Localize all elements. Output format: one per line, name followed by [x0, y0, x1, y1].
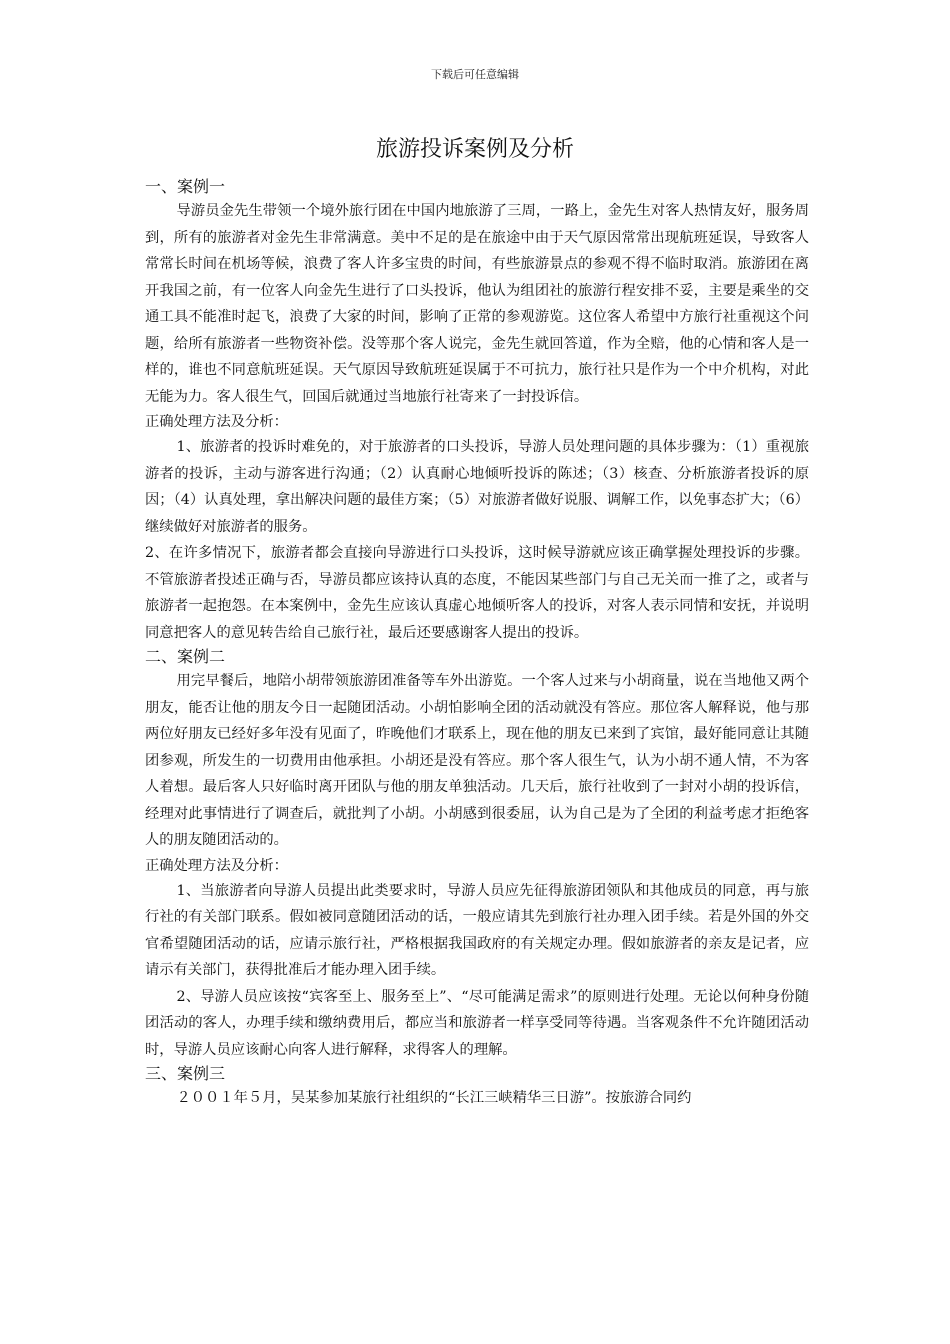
case3-story: ２００１年５月，吴某参加某旅行社组织的“长江三峡精华三日游”。按旅游合同约	[176, 1090, 692, 1106]
case1-point2: 2、在许多情况下，旅游者都会直接向导游进行口头投诉，这时候导游就应该正确掌握处理投诉的步骤。不管旅游者投述正确与否，导游员都应该持认真的态度，不能因某些部门与自己无关而一推了之，或者与旅游者一起抱怨。在本案例中，金先生应该认真虚心地倾听客人的投诉，对客人表示同情和安抚，并说明同意把客人的意见转告给自己旅行社，最后还要感谢客人提出的投诉。	[145, 545, 809, 641]
case3-heading: 三、案例三	[145, 1064, 226, 1083]
case1-analysis-label: 正确处理方法及分析：	[145, 414, 288, 430]
case1-point1: 1、旅游者的投诉时难免的，对于旅游者的口头投诉，导游人员处理问题的具体步骤为：（1）重视旅游者的投诉，主动与游客进行沟通；（2）认真耐心地倾听投诉的陈述；（3）核查、分析旅游者投诉的原因；（4）认真处理，拿出解决问题的最佳方案；（5）对旅游者做好说服、调解工作，以免事态扩大；（6）继续做好对旅游者的服务。	[145, 439, 809, 535]
case2-point1: 1、当旅游者向导游人员提出此类要求时，导游人员应先征得旅游团领队和其他成员的同意，再与旅行社的有关部门联系。假如被同意随团活动的话，一般应请其先到旅行社办理入团手续。若是外国的外交官希望随团活动的话，应请示旅行社，严格根据我国政府的有关规定办理。假如旅游者的亲友是记者，应请示有关部门，获得批准后才能办理入团手续。	[145, 882, 809, 978]
case2-heading: 二、案例二	[145, 647, 226, 666]
page-header-note: 下载后可任意编辑	[431, 68, 519, 81]
document-body	[145, 176, 809, 1112]
case2-analysis-label: 正确处理方法及分析：	[145, 857, 288, 874]
document-title: 旅游投诉案例及分析	[375, 137, 574, 162]
case1-story: 导游员金先生带领一个境外旅行团在中国内地旅游了三周，一路上，金先生对客人热情友好，服务周到，所有的旅游者对金先生非常满意。美中不足的是在旅途中由于天气原因常常出现航班延误，导致客人常常长时间在机场等候，浪费了客人许多宝贵的时间，有些旅游景点的参观不得不临时取消。旅游团在离开我国之前，有一位客人向金先生进行了口头投诉，他认为组团社的旅游行程安排不妥，主要是乘坐的交通工具不能准时起飞，浪费了大家的时间，影响了正常的参观游览。这位客人希望中方旅行社重视这个问题，给所有旅游者一些物资补偿。没等那个客人说完，金先生就回答道，作为全赔，他的心情和客人是一样的，谁也不同意航班延误。天气原因导致航班延误属于不可抗力，旅行社只是作为一个中介机构，对此无能为力。客人很生气，回国后就通过当地旅行社寄来了一封投诉信。	[145, 203, 809, 405]
case2-point2: 2、导游人员应该按“宾客至上、服务至上”、“尽可能满足需求”的原则进行处理。无论以何种身份随团活动的客人，办理手续和缴纳费用后，都应当和旅游者一样享受同等待遇。当客观条件不允许随团活动时，导游人员应该耐心向客人进行解释，求得客人的理解。	[145, 988, 809, 1058]
case1-heading: 一、案例一	[145, 177, 226, 196]
case2-story: 用完早餐后，地陪小胡带领旅游团准备等车外出游览。一个客人过来与小胡商量，说在当地他又两个朋友，能否让他的朋友今日一起随团活动。小胡怕影响全团的活动就没有答应。那位客人解释说，他与那两位好朋友已经好多年没有见面了，昨晚他们才联系上，现在他的朋友已来到了宾馆，最好能同意让其随团参观，所发生的一切费用由他承担。小胡还是没有答应。那个客人很生气，认为小胡不通人情，不为客人着想。最后客人只好临时离开团队与他的朋友单独活动。几天后，旅行社收到了一封对小胡的投诉信，经理对此事情进行了调查后，就批判了小胡。小胡感到很委屈，认为自己是为了全团的利益考虑才拒绝客人的朋友随团活动的。	[145, 673, 809, 848]
